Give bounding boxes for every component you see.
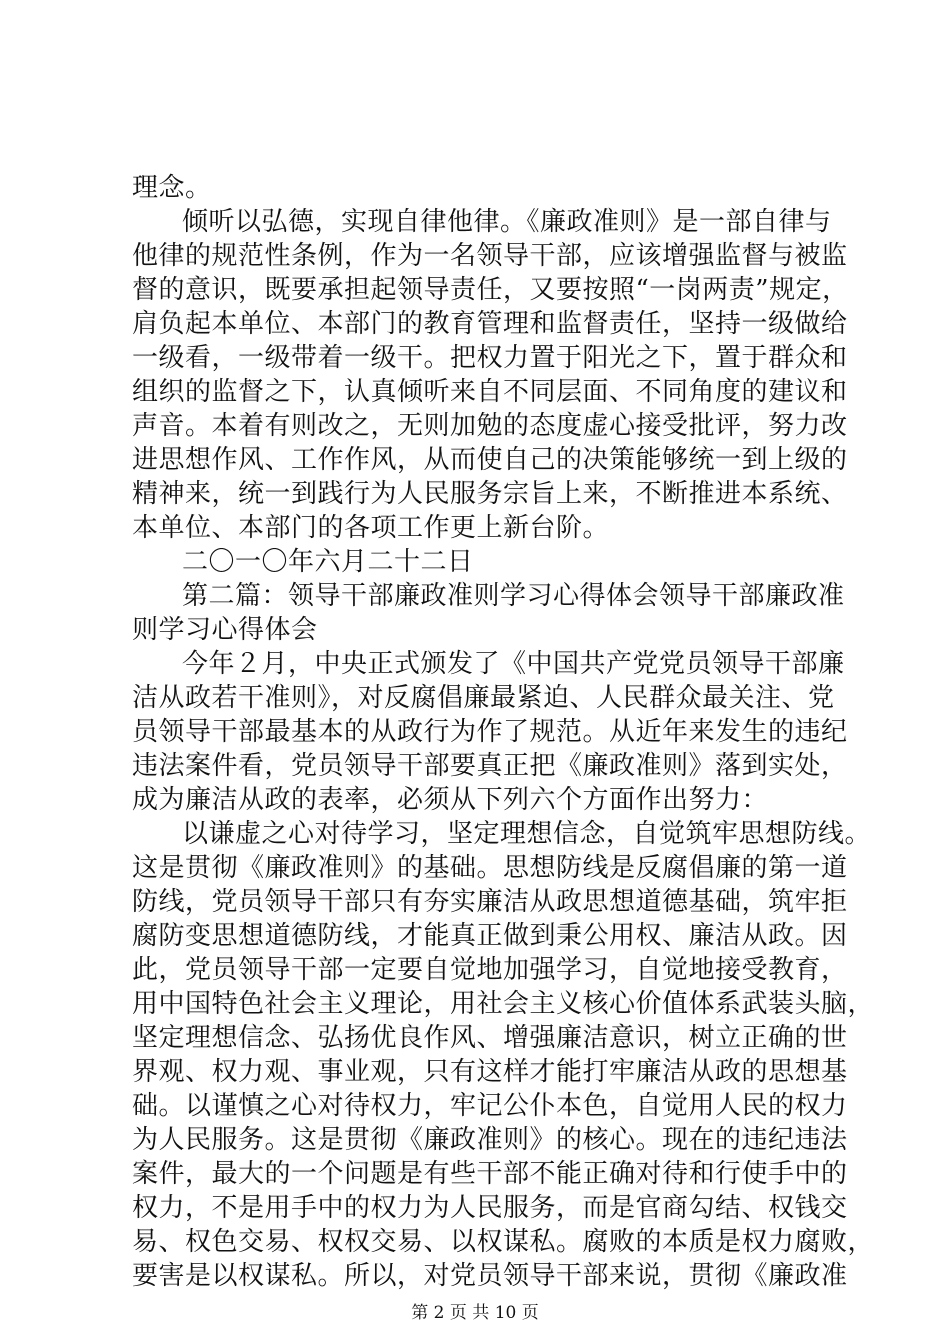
text-line: 精神来，统一到践行为人民服务宗旨上来，不断推进本系统、 — [132, 479, 848, 509]
text-line: 组织的监督之下，认真倾听来自不同层面、不同角度的建议和 — [132, 377, 848, 407]
text-line: 违法案件看，党员领导干部要真正把《廉政准则》落到实处， — [132, 751, 848, 781]
text-line: 为人民服务。这是贯彻《廉政准则》的核心。现在的违纪违法 — [132, 1125, 848, 1155]
text-line: 防线，党员领导干部只有夯实廉洁从政思想道德基础，筑牢拒 — [132, 887, 848, 917]
text-line: 界观、权力观、事业观，只有这样才能打牢廉洁从政的思想基 — [132, 1057, 848, 1087]
date-line: 二〇一〇年六月二十二日 — [182, 547, 474, 577]
text-line: 员领导干部最基本的从政行为作了规范。从近年来发生的违纪 — [132, 717, 848, 747]
text-line: 要害是以权谋私。所以，对党员领导干部来说，贯彻《廉政准 — [132, 1261, 848, 1291]
text-line: 易、权色交易、权权交易、以权谋私。腐败的本质是权力腐败， — [132, 1227, 875, 1257]
text-line: 理念。 — [132, 173, 212, 203]
text-line: 他律的规范性条例，作为一名领导干部，应该增强监督与被监 — [132, 241, 848, 271]
text-line: 坚定理想信念、弘扬优良作风、增强廉洁意识，树立正确的世 — [132, 1023, 848, 1053]
paragraph-first-line: 今年２月，中央正式颁发了《中国共产党党员领导干部廉 — [182, 649, 845, 679]
text-line: 一级看，一级带着一级干。把权力置于阳光之下，置于群众和 — [132, 343, 848, 373]
text-line: 此，党员领导干部一定要自觉地加强学习，自觉地接受教育， — [132, 955, 848, 985]
text-line: 声音。本着有则改之，无则加勉的态度虚心接受批评，努力改 — [132, 411, 848, 441]
page-number-footer: 第 2 页 共 10 页 — [411, 1303, 539, 1323]
paragraph-first-line: 以谦虚之心对待学习，坚定理想信念，自觉筑牢思想防线。 — [182, 819, 872, 849]
text-line: 本单位、本部门的各项工作更上新台阶。 — [132, 513, 610, 543]
text-line: 案件，最大的一个问题是有些干部不能正确对待和行使手中的 — [132, 1159, 848, 1189]
text-line: 权力，不是用手中的权力为人民服务，而是官商勾结、权钱交 — [132, 1193, 848, 1223]
text-line: 用中国特色社会主义理论，用社会主义核心价值体系武装头脑， — [132, 989, 875, 1019]
paragraph-first-line: 倾听以弘德，实现自律他律。《廉政准则》是一部自律与 — [182, 207, 832, 237]
text-line: 洁从政若干准则》，对反腐倡廉最紧迫、人民群众最关注、党 — [132, 683, 835, 713]
text-line: 督的意识，既要承担起领导责任，又要按照“一岗两责”规定， — [132, 275, 849, 305]
section-heading-cont: 则学习心得体会 — [132, 615, 318, 645]
text-line: 这是贯彻《廉政准则》的基础。思想防线是反腐倡廉的第一道 — [132, 853, 848, 883]
text-line: 进思想作风、工作作风，从而使自己的决策能够统一到上级的 — [132, 445, 848, 475]
text-line: 腐防变思想道德防线，才能真正做到秉公用权、廉洁从政。因 — [132, 921, 848, 951]
text-line: 成为廉洁从政的表率，必须从下列六个方面作出努力： — [132, 785, 769, 815]
text-line: 础。以谨慎之心对待权力，牢记公仆本色，自觉用人民的权力 — [132, 1091, 848, 1121]
text-line: 肩负起本单位、本部门的教育管理和监督责任，坚持一级做给 — [132, 309, 848, 339]
section-heading: 第二篇：领导干部廉政准则学习心得体会领导干部廉政准 — [182, 581, 845, 611]
